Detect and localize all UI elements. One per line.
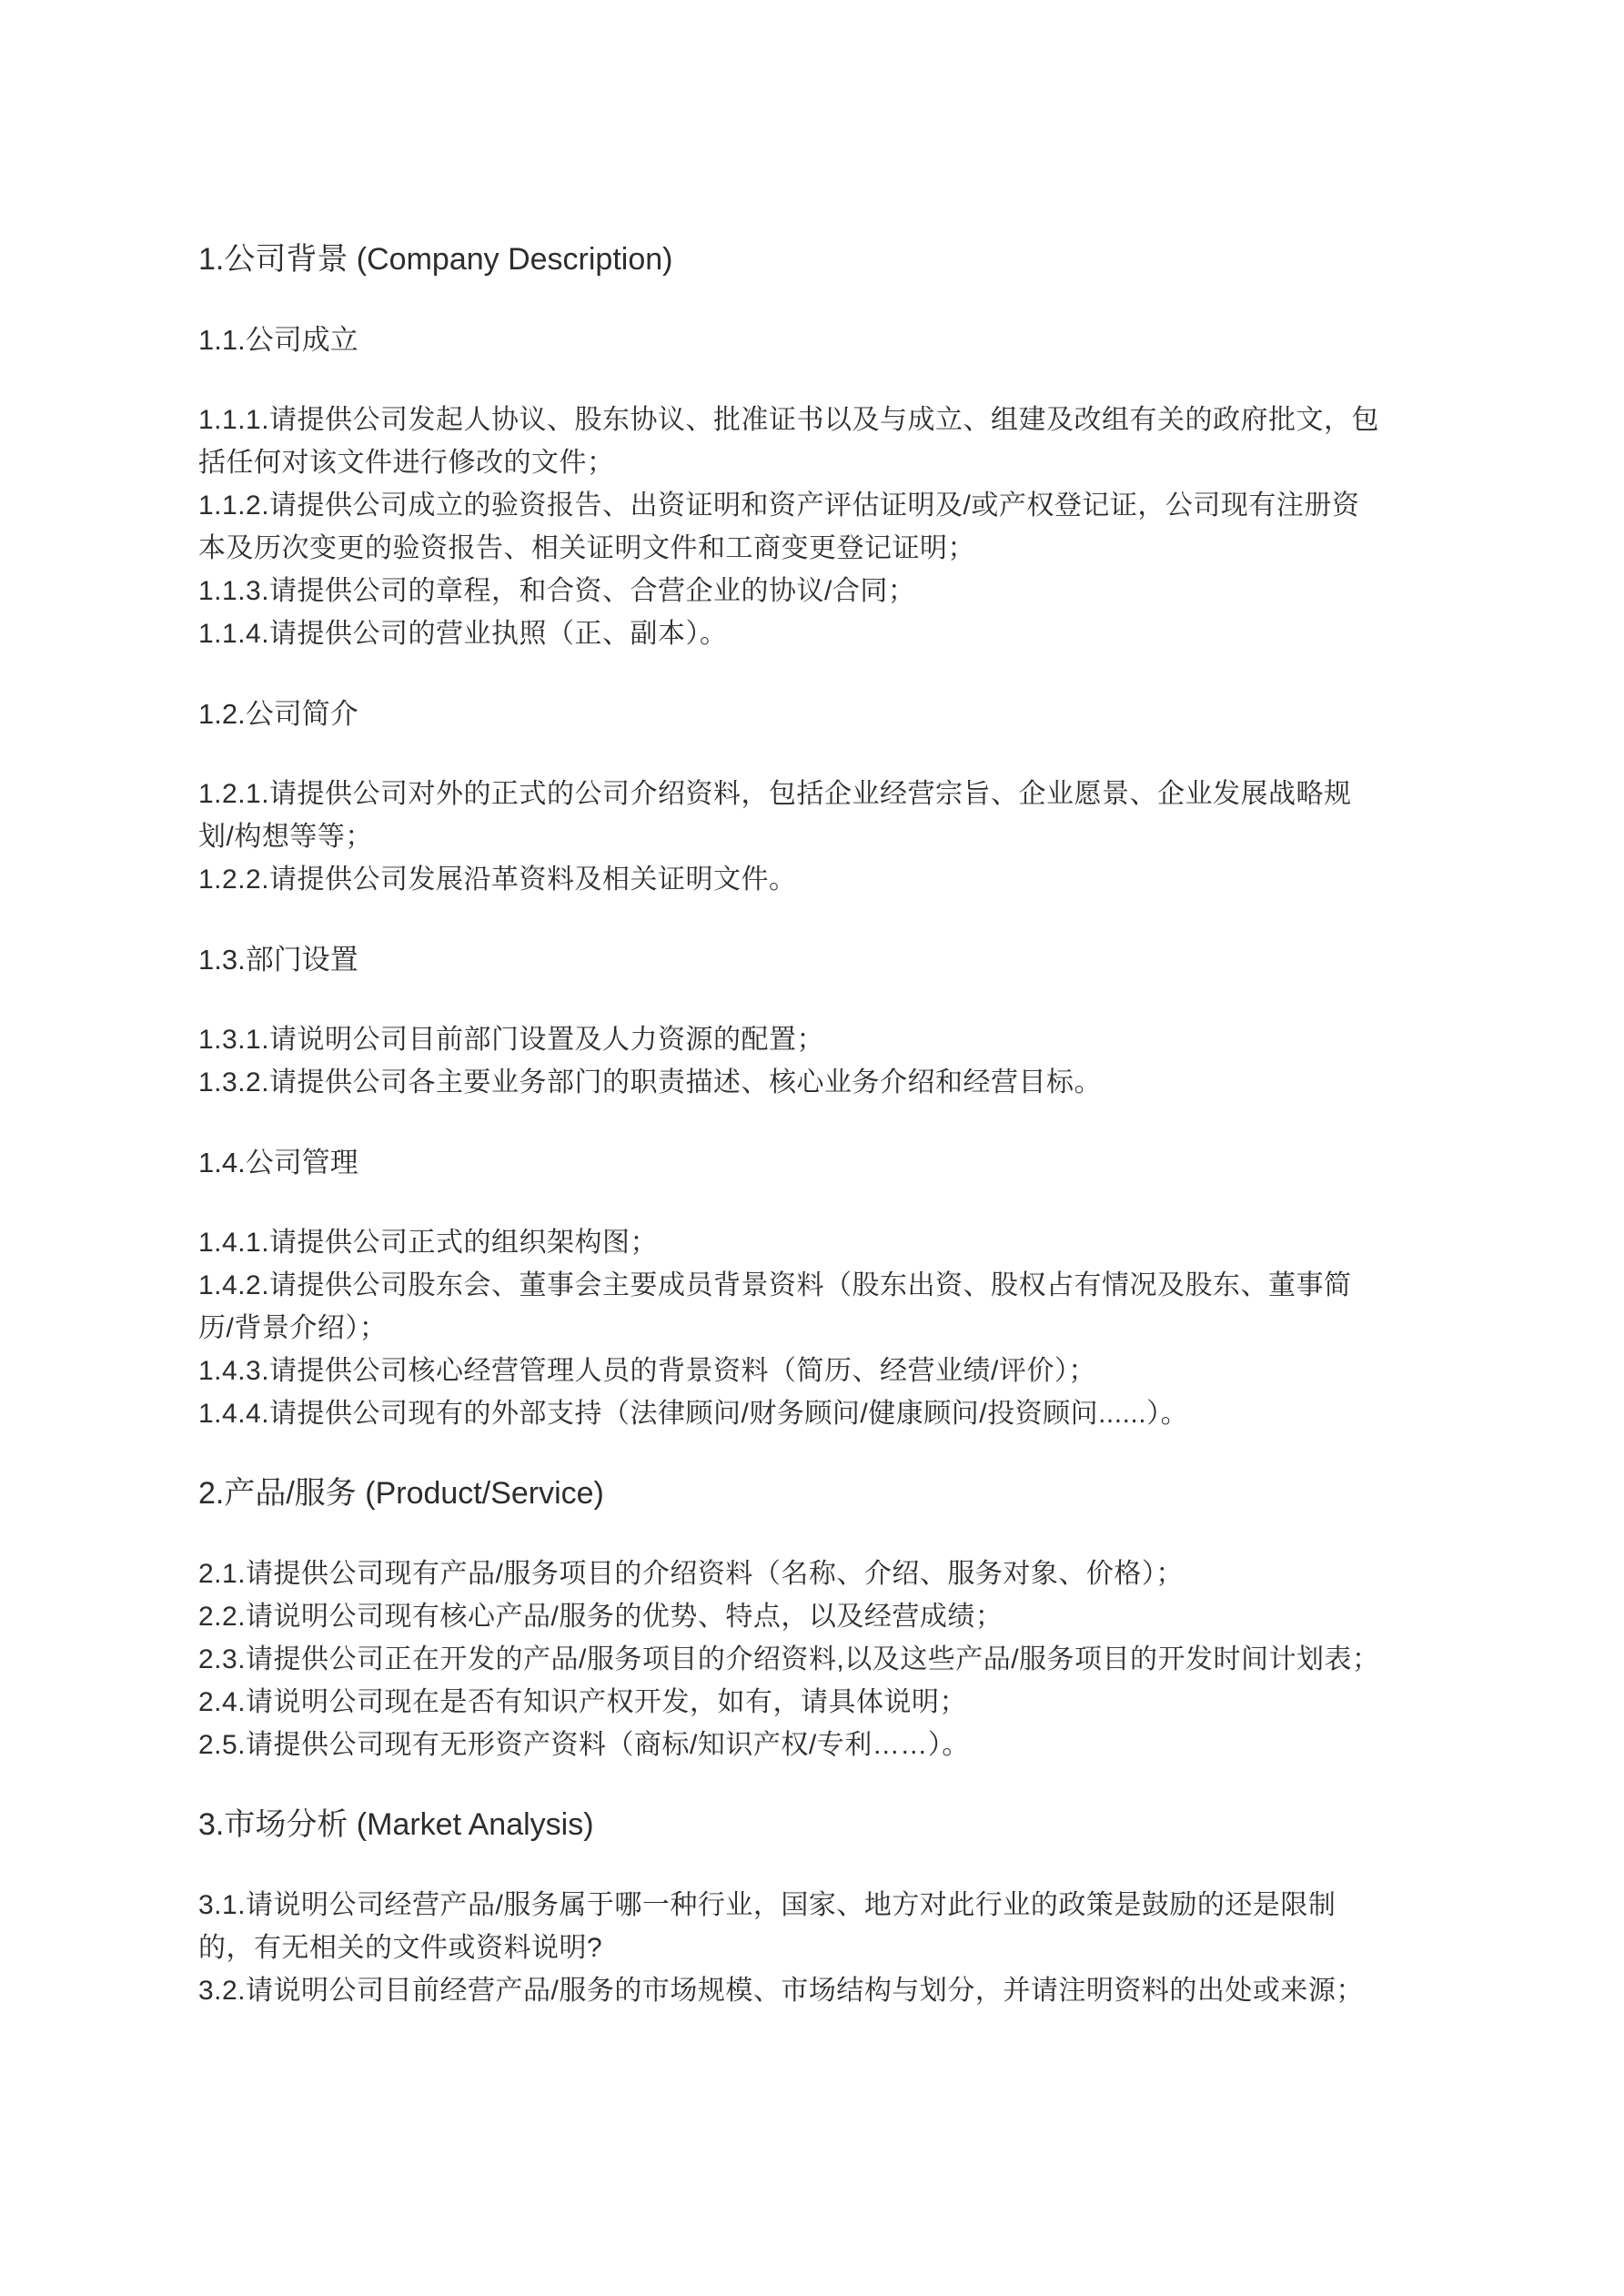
subsection-heading: 1.4.公司管理 — [198, 1147, 358, 1178]
checklist-item: 1.1.4.请提供公司的营业执照（正、副本）。 — [198, 619, 728, 649]
checklist-item: 1.1.3.请提供公司的章程，和合资、合营企业的协议/合同； — [198, 576, 916, 606]
checklist-item: 3.1.请说明公司经营产品/服务属于哪一种行业，国家、地方对此行业的政策是鼓励的还是限制的，有无相关的文件或资料说明? — [198, 1890, 1337, 1963]
checklist-item: 1.2.1.请提供公司对外的正式的公司介绍资料，包括企业经营宗旨、企业愿景、企业发展战略规划/构想等等； — [198, 779, 1352, 852]
checklist-item: 1.1.2.请提供公司成立的验资报告、出资证明和资产评估证明及/或产权登记证，公司现有注册资本及历次变更的验资报告、相关证明文件和工商变更登记证明； — [198, 491, 1360, 563]
subsection-heading: 1.1.公司成立 — [198, 324, 358, 356]
checklist-item: 2.3.请提供公司正在开发的产品/服务项目的介绍资料,以及这些产品/服务项目的开发时间计划表； — [198, 1644, 1380, 1674]
checklist-item: 2.2.请说明公司现有核心产品/服务的优势、特点，以及经营成绩； — [198, 1602, 1004, 1632]
section-heading: 1.公司背景 (Company Description) — [198, 242, 673, 277]
paragraph-group — [198, 773, 1383, 901]
subsection-heading: 1.3.部门设置 — [198, 944, 358, 976]
paragraph-group — [198, 1221, 1383, 1435]
paragraph-group — [198, 399, 1383, 655]
section-heading: 3.市场分析 (Market Analysis) — [198, 1807, 594, 1842]
checklist-item: 1.4.2.请提供公司股东会、董事会主要成员背景资料（股东出资、股权占有情况及股东、董事简历/背景介绍）； — [198, 1270, 1352, 1343]
checklist-item: 1.3.1.请说明公司目前部门设置及人力资源的配置； — [198, 1025, 825, 1055]
subsection-heading: 1.2.公司简介 — [198, 698, 358, 730]
checklist-item: 2.1.请提供公司现有产品/服务项目的介绍资料（名称、介绍、服务对象、价格）； — [198, 1559, 1184, 1589]
checklist-item: 1.1.1.请提供公司发起人协议、股东协议、批准证书以及与成立、组建及改组有关的政府批文，包括任何对该文件进行修改的文件； — [198, 405, 1380, 478]
section-heading: 2.产品/服务 (Product/Service) — [198, 1476, 604, 1511]
paragraph-group — [198, 1018, 1383, 1104]
checklist-item: 3.2.请说明公司目前经营产品/服务的市场规模、市场结构与划分，并请注明资料的出处或来源； — [198, 1976, 1364, 2006]
document-content — [198, 238, 1383, 2012]
checklist-item: 1.4.4.请提供公司现有的外部支持（法律顾问/财务顾问/健康顾问/投资顾问......）。 — [198, 1399, 1189, 1429]
checklist-item: 2.5.请提供公司现有无形资产资料（商标/知识产权/专利……）。 — [198, 1730, 970, 1760]
checklist-item: 1.4.3.请提供公司核心经营管理人员的背景资料（简历、经营业绩/评价）； — [198, 1356, 1096, 1386]
checklist-item: 1.4.1.请提供公司正式的组织架构图； — [198, 1228, 659, 1258]
checklist-item: 1.2.2.请提供公司发展沿革资料及相关证明文件。 — [198, 865, 797, 895]
paragraph-group — [198, 1884, 1383, 2012]
checklist-item: 1.3.2.请提供公司各主要业务部门的职责描述、核心业务介绍和经营目标。 — [198, 1067, 1103, 1097]
checklist-item: 2.4.请说明公司现在是否有知识产权开发，如有，请具体说明； — [198, 1687, 968, 1717]
paragraph-group — [198, 1553, 1383, 1766]
